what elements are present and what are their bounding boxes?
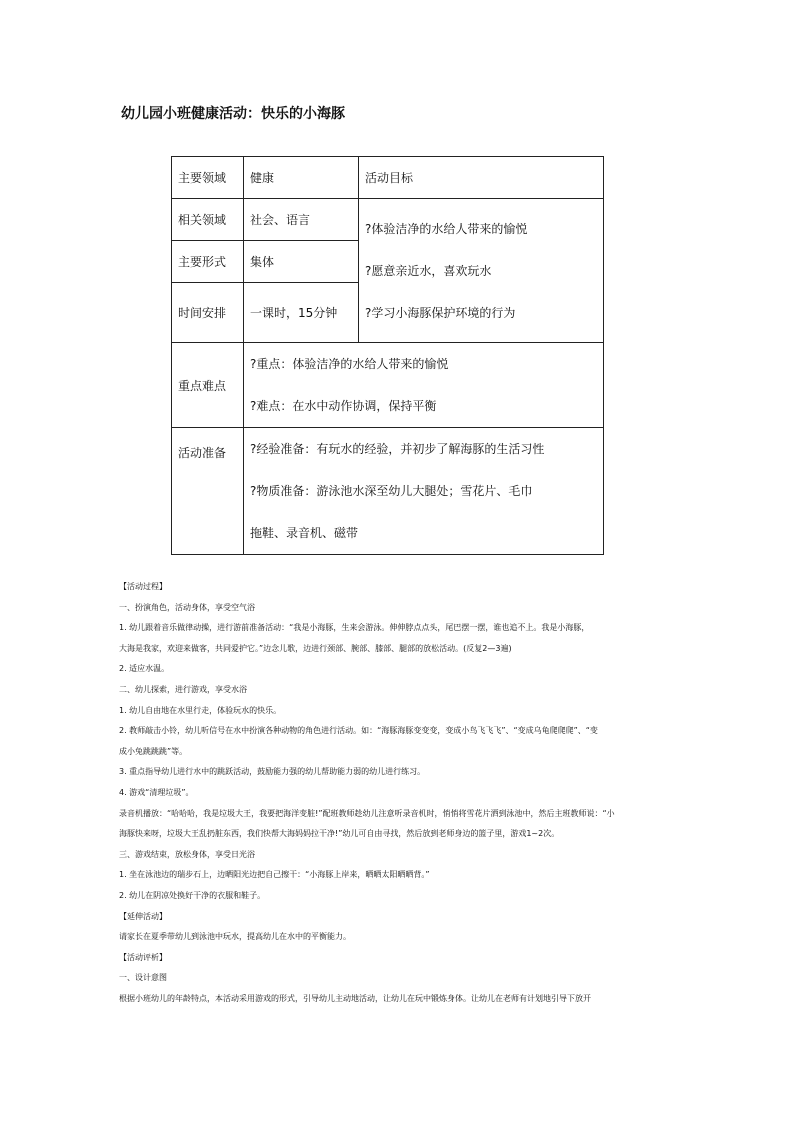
related-domain-label: 相关领域 [172,199,244,241]
table-row [172,199,604,241]
table-row [172,343,604,428]
table-row [172,157,604,199]
paragraph: 一、设计意图 [119,973,167,983]
table-row [172,428,604,555]
form-label: 主要形式 [172,241,244,283]
paragraph: 2. 幼儿在阴凉处换好干净的衣服和鞋子。 [119,890,266,900]
preparation-label: 活动准备 [172,428,244,555]
paragraph: 录音机播放：“哈哈哈，我是垃圾大王，我要把海洋变脏!”配班教师趁幼儿注意听录音机时，悄悄将雪花片洒到泳池中，然后主班教师说：“小 [119,808,615,818]
form-value: 集体 [244,241,359,283]
related-domain-value: 社会、语言 [244,199,359,241]
paragraph: 1. 幼儿跟着音乐做律动操，进行游前准备活动：“我是小海豚，生来会游泳。伸伸脖点点头，尾巴摆一摆，谁也追不上。我是小海豚， [119,623,590,633]
key-point-item: ?重点：体验洁净的水给人带来的愉悦 [250,357,449,371]
domain-value: 健康 [244,157,359,199]
paragraph: 请家长在夏季带幼儿到泳池中玩水，提高幼儿在水中的平衡能力。 [119,932,351,942]
paragraph: 大海是我家，欢迎来做客，共同爱护它。”边念儿歌，边进行颈部、腕部、膝部、腿部的放松活动。(反复2—3遍) [119,643,512,653]
preparation-item: 拖鞋、录音机、磁带 [250,526,359,540]
preparation-item: ?经验准备：有玩水的经验，并初步了解海豚的生活习性 [250,442,545,456]
page-title: 幼儿园小班健康活动：快乐的小海豚 [121,106,345,122]
paragraph: 成小兔跳跳跳”等。 [119,746,188,756]
key-points-cell [244,343,604,428]
section-heading: 【活动评析】 [119,952,167,962]
key-point-item: ?难点：在水中动作协调，保持平衡 [250,399,437,413]
goal-item: ?体验洁净的水给人带来的愉悦 [365,221,528,236]
goal-item: ?愿意亲近水，喜欢玩水 [365,263,492,278]
preparation-cell [244,428,604,555]
section-heading: 【活动过程】 [119,582,167,591]
preparation-item: ?物质准备：游泳池水深至幼儿大腿处；雪花片、毛巾 [250,484,533,498]
paragraph: 海豚快来呀，垃圾大王乱扔脏东西，我们快帮大海妈妈拉干净!”幼儿可自由寻找，然后放到老师身边的篮子里，游戏1~2次。 [119,829,560,839]
goal-item: ?学习小海豚保护环境的行为 [365,305,516,320]
paragraph: 三、游戏结束，放松身体，享受日光浴 [119,849,255,859]
activity-info-table [171,156,604,555]
paragraph: 3. 重点指导幼儿进行水中的跳跃活动，鼓励能力强的幼儿帮助能力弱的幼儿进行练习。 [119,767,426,777]
domain-label: 主要领域 [172,157,244,199]
goals-cell [359,199,604,343]
section-heading: 【延伸活动】 [119,911,167,921]
paragraph: 一、扮演角色，活动身体，享受空气浴 [119,602,255,612]
paragraph: 1. 坐在泳池边的瑞步石上，边晒阳光边把自己擦干：“小海豚上岸来，晒晒太阳晒晒背。” [119,870,430,880]
key-points-label: 重点难点 [172,343,244,428]
paragraph: 根据小班幼儿的年龄特点，本活动采用游戏的形式，引导幼儿主动地活动，让幼儿在玩中锻炼身体。让幼儿在老师有计划地引导下放开 [119,993,591,1003]
paragraph: 4. 游戏“清理垃圾”。 [119,787,194,797]
paragraph: 1. 幼儿自由地在水里行走，体验玩水的快乐。 [119,705,282,715]
time-value: 一课时，15分钟 [244,283,359,343]
paragraph: 二、幼儿探索，进行游戏，享受水浴 [119,684,247,694]
goals-header: 活动目标 [359,157,604,199]
activity-process-text [119,577,679,1009]
time-label: 时间安排 [172,283,244,343]
paragraph: 2. 教师敲击小铃，幼儿听信号在水中扮演各种动物的角色进行活动。如：“海豚海豚变变变，变成小鸟飞飞飞”、“变成乌龟爬爬爬”、“变 [119,726,598,736]
paragraph: 2. 适应水温。 [119,664,170,674]
